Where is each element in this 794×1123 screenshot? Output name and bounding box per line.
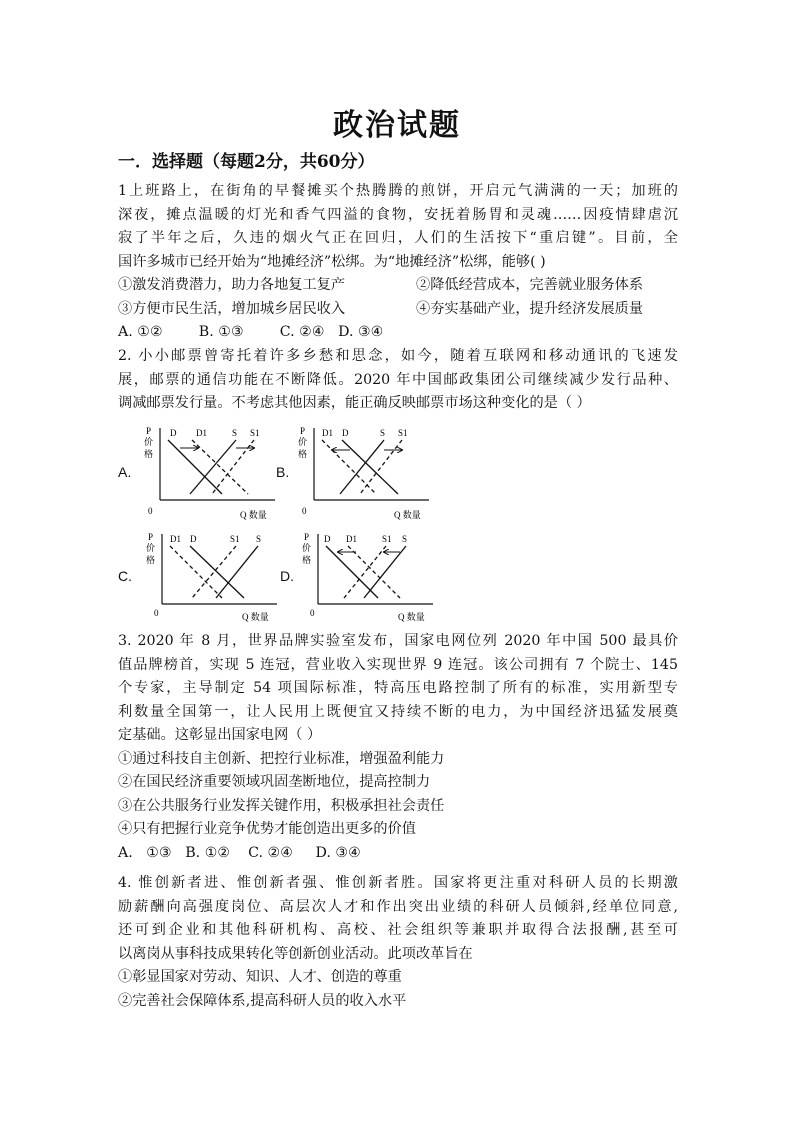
axis-origin: 0 [154, 608, 159, 618]
q3-line: 值品牌榜首，实现 5 连冠，营业收入实现世界 9 连冠。该公司拥有 7 个院士、145 [118, 656, 678, 673]
graph-a-label: A. [118, 464, 132, 480]
question-4 [118, 872, 678, 1013]
q1-options-row-2 [118, 298, 678, 322]
curve-label: S1 [382, 534, 392, 544]
supply-curve [340, 440, 384, 494]
q3-line: 3. 2020 年 8 月，世界品牌实验室发布，国家电网位列 2020 年中国 500 最具价 [118, 633, 678, 649]
axis-price-1: 价 [298, 437, 308, 447]
curve-label: S [380, 428, 386, 438]
q2-line: 2. 小小邮票曾寄托着许多乡愁和思念，如今，随着互联网和移动通讯的飞速发 [118, 348, 678, 364]
axis-price-1: 价 [144, 437, 154, 447]
q4-option: ②完善社会保障体系,提高科研人员的收入水平 [118, 992, 407, 1009]
graph-b [294, 422, 444, 522]
curve-label: S1 [250, 428, 260, 438]
supply-curve [364, 546, 406, 598]
axis-price-1: 价 [146, 543, 156, 553]
page-title: 政治试题 [333, 108, 461, 143]
q1-line: 寂了半年之后，久违的烟火气正在回归，人们的生活按下“重启键”。目前，全 [118, 230, 678, 246]
graph-c [142, 528, 292, 628]
curve-label: S [256, 534, 262, 544]
axis-q: Q 数量 [240, 510, 267, 520]
q1-answer-choices: A. ①② B. ①③ C. ②④ D. ③④ [118, 324, 384, 340]
axis-price-2: 格 [302, 555, 312, 565]
supply-curve-shifted [360, 440, 402, 494]
curve-label: D1 [196, 428, 207, 438]
q3-line: 个专家，主导制定 54 项国际标准，特高压电路控制了所有的标准，实用新型专 [118, 680, 678, 696]
q1-line: 1上班路上，在街角的早餐摊买个热腾腾的煎饼，开启元气满满的一天；加班的 [118, 183, 678, 199]
curve-label: D1 [346, 534, 357, 544]
q2-line: 展，邮票的通信功能在不断降低。2020 年中国邮政集团公司继续减少发行品种、 [118, 371, 678, 388]
q4-option: ①彰显国家对劳动、知识、人才、创造的尊重 [118, 969, 402, 985]
axis-origin: 0 [310, 608, 315, 618]
axis-q: Q 数量 [242, 612, 269, 622]
axis-price-2: 格 [146, 555, 156, 565]
q3-line: 利数量全国第一，让人民用上既便宜又持续不断的电力，为中国经济迅猛发展奠 [118, 703, 678, 720]
section-heading: 一．选择题（每题2分，共60分） [118, 152, 375, 172]
q4-line: 还可到企业和其他科研机构、高校、社会组织等兼职并取得合法报酬,甚至可 [118, 922, 678, 938]
q1-line: 深夜，摊点温暖的灯光和香气四溢的食物，安抚着肠胃和灵魂……因疫情肆虐沉 [118, 206, 678, 223]
demand-curve-shifted [348, 546, 400, 598]
curve-label: D [342, 428, 349, 438]
q2-line: 调减邮票发行量。不考虑其他因素，能正确反映邮票市场这种变化的是（ ） [118, 395, 591, 411]
curve-label: S1 [230, 534, 240, 544]
graph-d-label: D. [280, 568, 294, 584]
q3-option: ①通过科技自主创新、把控行业标准，增强盈利能力 [118, 750, 445, 767]
curve-label: D [190, 534, 197, 544]
q3-option: ②在国民经济重要领域巩固垄断地位，提高控制力 [118, 774, 431, 790]
q1-option-4: ④夯实基础产业，提升经济发展质量 [416, 300, 644, 317]
curve-label: S [232, 428, 238, 438]
question-3 [118, 630, 678, 865]
graph-b-label: B. [276, 464, 290, 480]
q4-line: 励薪酬向高强度岗位、高层次人才和作出突出业绩的科研人员倾斜,经单位同意, [118, 898, 678, 915]
axis-q: Q 数量 [394, 510, 421, 520]
axis-p: P [304, 532, 310, 542]
question-1 [118, 180, 678, 345]
q4-line: 以离岗从事科技成果转化等创新创业活动。此项改革旨在 [118, 945, 473, 962]
question-2 [118, 345, 678, 416]
q1-options-row-1 [118, 274, 678, 298]
axis-price-2: 格 [298, 449, 308, 459]
axis-p: P [300, 426, 306, 436]
demand-curve-shifted [170, 546, 222, 598]
graph-a [140, 422, 290, 522]
q1-option-1: ①激发消费潜力，助力各地复工复产 [118, 277, 346, 293]
curve-label: S [402, 534, 408, 544]
graph-c-label: C. [118, 568, 132, 584]
curve-label: D [324, 534, 331, 544]
q3-option: ③在公共服务行业发挥关键作用，积极承担社会责任 [118, 797, 445, 814]
demand-curve [342, 440, 398, 494]
axis-p: P [146, 426, 152, 436]
q1-option-3: ③方便市民生活，增加城乡居民收入 [118, 300, 346, 317]
supply-curve [216, 546, 258, 598]
axis-p: P [148, 532, 154, 542]
axis-origin: 0 [148, 506, 153, 516]
q3-line: 定基础。这彰显出国家电网（ ） [118, 727, 322, 743]
supply-curve-shifted [344, 546, 386, 598]
q1-line: 国许多城市已经开始为“地摊经济”松绑。为“地摊经济”松绑，能够( ) [118, 253, 546, 270]
curve-label: D [170, 428, 177, 438]
curve-label: S1 [398, 428, 408, 438]
q3-answer-choices: A. ①③ B. ①② C. ②④ D. ③④ [118, 844, 361, 861]
demand-curve-shifted [322, 440, 376, 494]
axis-origin: 0 [302, 506, 307, 516]
graph-d [298, 528, 448, 628]
q4-line: 4. 惟创新者进、惟创新者强、惟创新者胜。国家将更注重对科研人员的长期激 [118, 875, 678, 891]
curve-label: D1 [322, 428, 333, 438]
axis-q: Q 数量 [398, 612, 425, 622]
axis-price-1: 价 [302, 543, 312, 553]
curve-label: D1 [170, 534, 181, 544]
q1-option-2: ②降低经营成本，完善就业服务体系 [416, 277, 644, 293]
q3-option: ④只有把握行业竞争优势才能创造出更多的价值 [118, 821, 416, 837]
axis-price-2: 格 [144, 449, 154, 459]
